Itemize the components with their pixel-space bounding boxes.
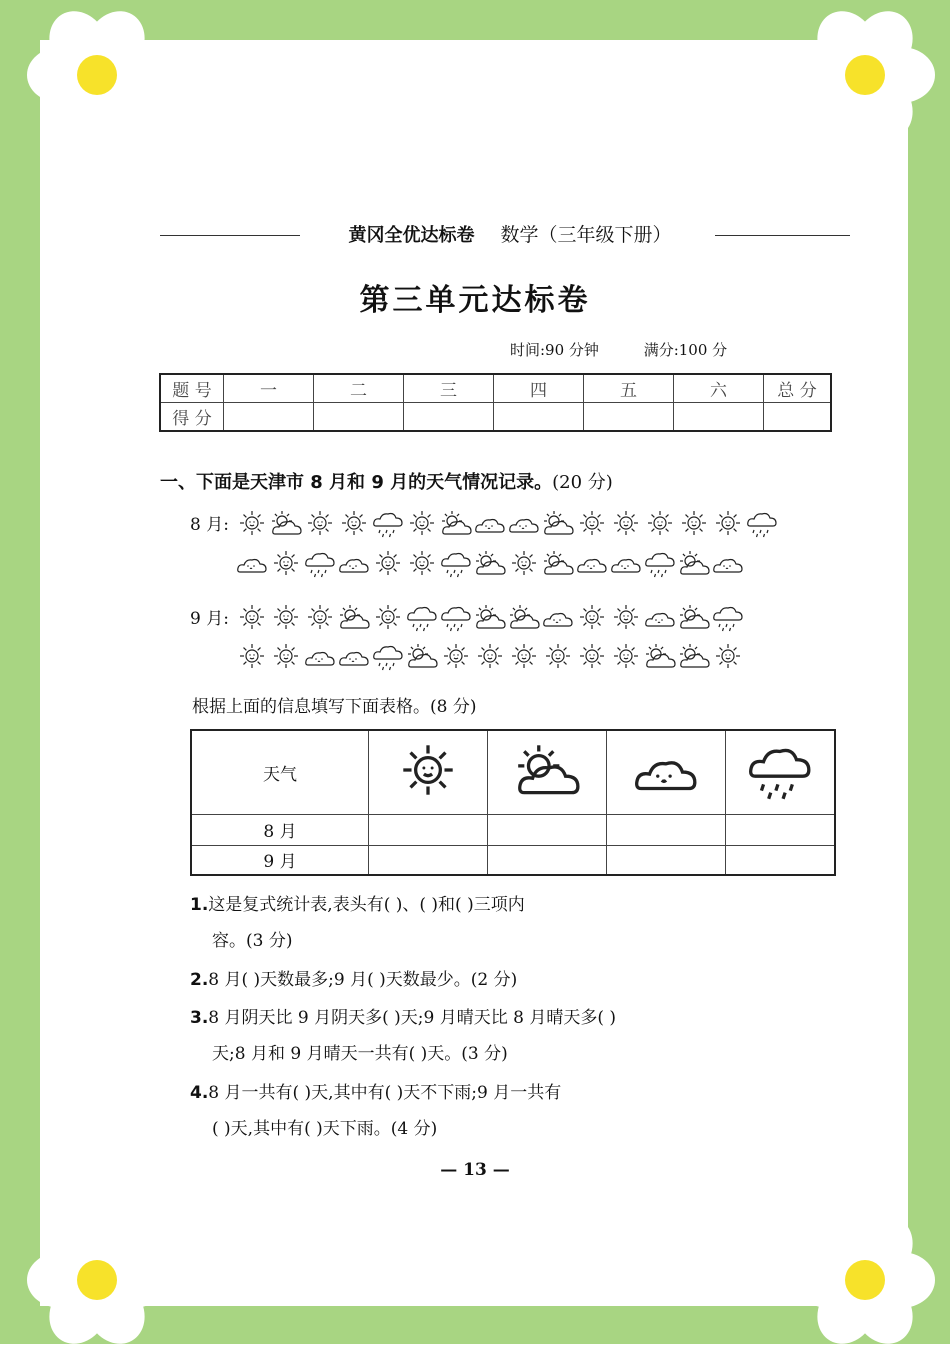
- score-table: [159, 373, 832, 432]
- question-number: 3.: [190, 1008, 209, 1028]
- sunny-icon: [575, 602, 609, 632]
- section-1-points: (20 分): [552, 472, 613, 493]
- score-header-cell: 总 分: [764, 374, 832, 403]
- table-instruction: 根据上面的信息填写下面表格。(8 分): [192, 697, 477, 717]
- answer-cell[interactable]: [369, 845, 488, 875]
- cloudy-icon: [473, 508, 507, 538]
- partly-cloudy-icon: [473, 548, 507, 578]
- cloudy-icon: [631, 738, 701, 802]
- question-4: [190, 1080, 561, 1142]
- score-input-cell[interactable]: [404, 403, 494, 432]
- question-text: 8 月阴天比 9 月阴天多( )天;9 月晴天比 8 月晴天多( ): [208, 1008, 617, 1028]
- question-3: [190, 1005, 616, 1067]
- cloudy-icon: [507, 508, 541, 538]
- section-1-title: [160, 468, 613, 494]
- score-input-cell[interactable]: [494, 403, 584, 432]
- score-input-cell[interactable]: [764, 403, 832, 432]
- cloudy-icon: [303, 641, 337, 671]
- score-input-cell[interactable]: [314, 403, 404, 432]
- cloudy-icon: [643, 602, 677, 632]
- question-text-continued: 天;8 月和 9 月晴天一共有( )天。(3 分): [212, 1044, 508, 1064]
- cloudy-icon: [575, 548, 609, 578]
- answer-cell[interactable]: [726, 845, 836, 875]
- row-label-august: 8 月: [191, 814, 369, 845]
- sunny-icon: [541, 641, 575, 671]
- partly-cloudy-icon: [439, 508, 473, 538]
- score-header-cell: 一: [224, 374, 314, 403]
- answer-cell[interactable]: [726, 814, 836, 845]
- row-label-september: 9 月: [191, 845, 369, 875]
- full-score: 满分:100 分: [643, 341, 728, 359]
- rain-icon: [439, 548, 473, 578]
- question-number: 4.: [190, 1083, 209, 1103]
- header-text: [310, 220, 710, 247]
- partly-cloudy-icon: [507, 602, 541, 632]
- flower-decoration-icon: [790, 0, 940, 150]
- partly-cloudy-icon: [512, 738, 582, 802]
- rain-column-header: [726, 730, 836, 814]
- answer-cell[interactable]: [488, 814, 607, 845]
- partly-cloudy-icon: [405, 641, 439, 671]
- question-number: 1.: [190, 895, 209, 915]
- sunny-icon: [235, 641, 269, 671]
- partly-cloudy-icon: [269, 508, 303, 538]
- book-header: [160, 220, 850, 250]
- rain-icon: [303, 548, 337, 578]
- september-label: 9 月:: [190, 609, 229, 629]
- sunny-icon: [609, 508, 643, 538]
- weather-count-table: [190, 729, 836, 876]
- september-weather-row-2: [235, 641, 745, 671]
- section-1-text: 一、下面是天津市 8 月和 9 月的天气情况记录。: [160, 472, 553, 493]
- sunny-icon: [439, 641, 473, 671]
- rain-icon: [439, 602, 473, 632]
- brand-name: 黄冈全优达标卷: [348, 225, 475, 246]
- rain-icon: [711, 602, 745, 632]
- rain-icon: [745, 738, 815, 802]
- score-header-cell: 六: [674, 374, 764, 403]
- sunny-icon: [609, 602, 643, 632]
- sunny-icon: [575, 508, 609, 538]
- answer-cell[interactable]: [607, 814, 726, 845]
- sunny-icon: [507, 641, 541, 671]
- flower-decoration-icon: [22, 0, 172, 150]
- sunny-icon: [303, 508, 337, 538]
- cloudy-column-header: [607, 730, 726, 814]
- subject-name: 数学（三年级下册）: [500, 224, 672, 246]
- sunny-icon: [609, 641, 643, 671]
- header-rule-right: [715, 235, 850, 236]
- score-header-cell: 四: [494, 374, 584, 403]
- sunny-icon: [393, 738, 463, 802]
- score-header-cell: 题 号: [160, 374, 224, 403]
- question-text-continued: 容。(3 分): [212, 931, 293, 951]
- answer-cell[interactable]: [488, 845, 607, 875]
- score-input-cell[interactable]: [224, 403, 314, 432]
- sunny-icon: [677, 508, 711, 538]
- cloudy-icon: [337, 548, 371, 578]
- question-text: 8 月( )天数最多;9 月( )天数最少。(2 分): [208, 970, 518, 990]
- answer-cell[interactable]: [607, 845, 726, 875]
- question-1: [190, 892, 525, 954]
- question-2: [190, 967, 517, 993]
- question-text-continued: ( )天,其中有( )天下雨。(4 分): [212, 1119, 438, 1139]
- answer-cell[interactable]: [369, 814, 488, 845]
- rain-icon: [371, 508, 405, 538]
- score-header-cell: 三: [404, 374, 494, 403]
- august-label: 8 月:: [190, 515, 229, 535]
- question-text: 这是复式统计表,表头有( )、( )和( )三项内: [208, 895, 525, 915]
- partly-cloudy-icon: [643, 641, 677, 671]
- august-weather-row-2: [235, 548, 745, 578]
- flower-decoration-icon: [790, 1205, 940, 1355]
- sunny-icon: [711, 641, 745, 671]
- cloudy-icon: [711, 548, 745, 578]
- sunny-icon: [303, 602, 337, 632]
- sunny-icon: [507, 548, 541, 578]
- score-input-cell[interactable]: [674, 403, 764, 432]
- score-header-cell: 二: [314, 374, 404, 403]
- partly-cloudy-column-header: [488, 730, 607, 814]
- partly-cloudy-icon: [677, 641, 711, 671]
- header-rule-left: [160, 235, 300, 236]
- sunny-column-header: [369, 730, 488, 814]
- sunny-icon: [473, 641, 507, 671]
- partly-cloudy-icon: [677, 548, 711, 578]
- cloudy-icon: [609, 548, 643, 578]
- score-header-cell: 五: [584, 374, 674, 403]
- score-input-cell[interactable]: [584, 403, 674, 432]
- cloudy-icon: [541, 602, 575, 632]
- august-weather-row-1: [235, 508, 779, 538]
- flower-decoration-icon: [22, 1205, 172, 1355]
- sunny-icon: [575, 641, 609, 671]
- partly-cloudy-icon: [337, 602, 371, 632]
- question-text: 8 月一共有( )天,其中有( )天不下雨;9 月一共有: [208, 1083, 562, 1103]
- partly-cloudy-icon: [473, 602, 507, 632]
- exam-meta: [510, 339, 767, 360]
- september-weather-row-1: [235, 602, 745, 632]
- rain-icon: [745, 508, 779, 538]
- sunny-icon: [269, 602, 303, 632]
- question-number: 2.: [190, 970, 209, 990]
- sunny-icon: [405, 508, 439, 538]
- sunny-icon: [643, 508, 677, 538]
- cloudy-icon: [337, 641, 371, 671]
- weather-header-cell: 天气: [191, 730, 369, 814]
- rain-icon: [371, 641, 405, 671]
- sunny-icon: [371, 602, 405, 632]
- score-row-label: 得 分: [160, 403, 224, 432]
- time-limit: 时间:90 分钟: [510, 341, 599, 359]
- page-number: — 13 —: [440, 1160, 510, 1180]
- sunny-icon: [405, 548, 439, 578]
- partly-cloudy-icon: [541, 508, 575, 538]
- rain-icon: [405, 602, 439, 632]
- partly-cloudy-icon: [541, 548, 575, 578]
- cloudy-icon: [235, 548, 269, 578]
- sunny-icon: [337, 508, 371, 538]
- page-title: 第三单元达标卷: [359, 283, 591, 318]
- rain-icon: [643, 548, 677, 578]
- sunny-icon: [235, 602, 269, 632]
- partly-cloudy-icon: [677, 602, 711, 632]
- sunny-icon: [269, 548, 303, 578]
- sunny-icon: [711, 508, 745, 538]
- sunny-icon: [235, 508, 269, 538]
- sunny-icon: [371, 548, 405, 578]
- sunny-icon: [269, 641, 303, 671]
